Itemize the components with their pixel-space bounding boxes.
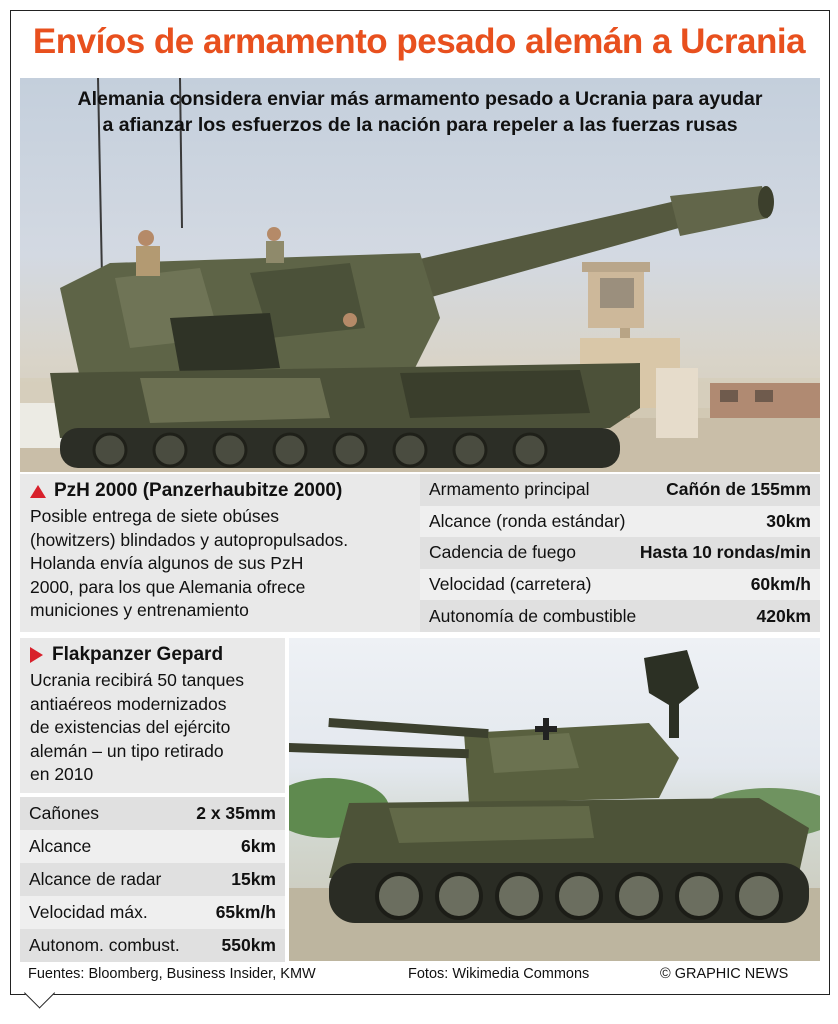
description-line: municiones y entrenamiento [30, 600, 249, 620]
spec-label: Autonom. combust. [29, 935, 180, 955]
spec-row [420, 569, 820, 601]
spec-value: Hasta 10 rondas/min [639, 542, 811, 563]
description-line: (howitzers) blindados y autopropulsados. [30, 529, 349, 550]
footer-sources: Fuentes: Bloomberg, Business Insider, KMW [28, 966, 316, 982]
spec-value: 65km/h [215, 902, 276, 922]
gepard-illustration [289, 638, 820, 961]
spec-row [20, 797, 285, 830]
spec-label: Alcance de radar [29, 869, 162, 889]
spec-value: 2 x 35mm [196, 803, 276, 823]
gepard-description-panel [20, 638, 285, 793]
description-line: Ucrania recibirá 50 tanques [30, 670, 245, 690]
spec-value: 420km [756, 605, 811, 626]
gepard-name: Flakpanzer Gepard [52, 644, 224, 665]
spec-label: Alcance (ronda estándar) [429, 510, 626, 531]
page-title: Envíos de armamento pesado alemán a Ucrania [32, 22, 806, 61]
description-line: 2000, para los que Alemania ofrece [30, 576, 306, 597]
subtitle-line-1: Alemania considera enviar más armamento pesado a Ucrania para ayudar [77, 88, 763, 110]
spec-value: 60km/h [750, 574, 811, 595]
triangle-up-icon [30, 485, 46, 498]
gepard-photo [289, 638, 820, 961]
pzh2000-name: PzH 2000 (Panzerhaubitze 2000) [54, 480, 343, 501]
description-line: Posible entrega de siete obúses [30, 506, 280, 526]
pzh2000-description-panel [20, 474, 420, 632]
spec-label: Autonomía de combustible [429, 605, 637, 626]
spec-label: Velocidad máx. [29, 902, 148, 922]
description-line: alemán – un tipo retirado [30, 740, 224, 761]
gepard-spec-table [20, 797, 285, 962]
spec-label: Cañones [29, 803, 100, 823]
pzh2000-description [30, 505, 415, 623]
spec-value: 30km [766, 510, 811, 531]
spec-label: Cadencia de fuego [429, 542, 576, 563]
subtitle-line-2: a afianzar los esfuerzos de la nación para repeler a las fuerzas rusas [102, 114, 738, 136]
spec-row [420, 506, 820, 538]
subtitle [20, 86, 820, 138]
spec-value: 15km [231, 869, 276, 889]
spec-value: 550km [221, 935, 276, 955]
spec-label: Velocidad (carretera) [429, 574, 592, 595]
pzh2000-spec-table [420, 474, 820, 632]
spec-row [20, 830, 285, 863]
gepard-heading [30, 644, 223, 666]
spec-row [20, 863, 285, 896]
description-line: Holanda envía algunos de sus PzH [30, 553, 304, 573]
spec-row [20, 896, 285, 929]
spec-value: 6km [240, 836, 276, 856]
triangle-right-icon [30, 647, 43, 663]
description-line: de existencias del ejército [30, 717, 231, 737]
footer-photo-credit: Fotos: Wikimedia Commons [408, 966, 590, 982]
spec-row [20, 929, 285, 962]
spec-value: Cañón de 155mm [666, 479, 811, 500]
footer-copyright: © GRAPHIC NEWS [660, 966, 789, 982]
spec-label: Alcance [29, 836, 92, 856]
gepard-description [30, 669, 285, 787]
spec-row [420, 600, 820, 632]
spec-row [420, 537, 820, 569]
description-line: en 2010 [30, 764, 94, 784]
pzh2000-heading [30, 480, 342, 502]
description-line: antiaéreos modernizados [30, 693, 227, 714]
spec-label: Armamento principal [429, 479, 590, 500]
spec-row [420, 474, 820, 506]
